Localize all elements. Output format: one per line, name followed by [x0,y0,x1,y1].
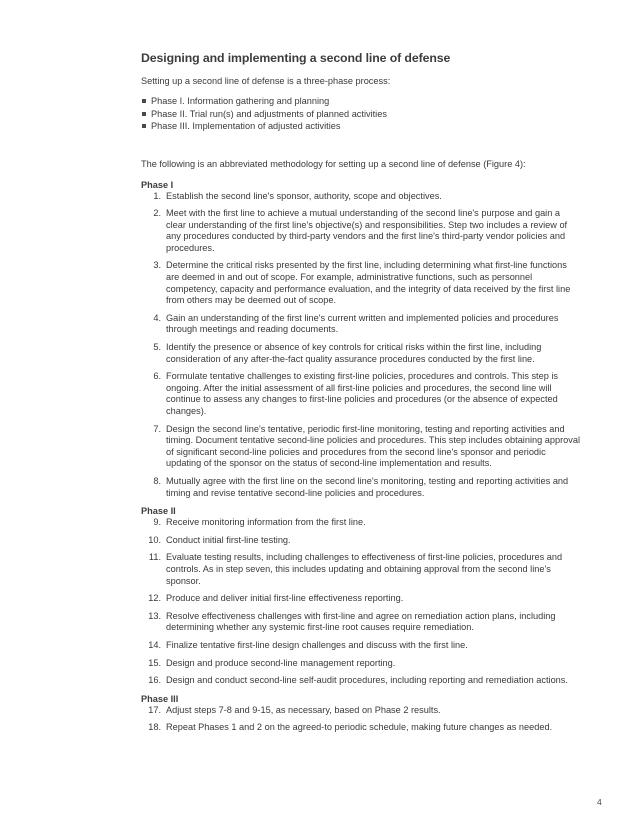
step-number: 4. [153,312,161,323]
step-item [141,424,581,470]
step-number: 9. [153,517,161,528]
step-item [141,208,581,254]
list-item: Phase II. Trial run(s) and adjustments of planned activities [141,108,581,121]
step-item [141,640,581,652]
article-body [141,50,581,740]
bullet-icon [142,112,146,116]
step-item [141,705,581,717]
step-item [141,476,581,499]
step-number: 7. [153,423,161,434]
step-text: Finalize tentative first-line design challenges and discuss with the first line. [166,639,468,650]
phase-1-steps [141,191,581,500]
step-item [141,658,581,670]
step-item [141,517,581,529]
step-text: Formulate tentative challenges to existing first-line policies, procedures and controls. This step is ongoing. After the initial assessment of all first-line policies and procedures, the second line will continue to assess any changes to first-line policies and procedures (or the absence of expected changes). [166,371,559,416]
phase-3-steps [141,705,581,734]
page-number: 4 [597,797,602,807]
step-item [141,371,581,417]
step-number: 2. [153,208,161,219]
step-text: Design the second line's tentative, periodic first-line monitoring, testing and reporting activities and timing. Document tentative second-line policies and procedures. This step includes obtaining approval of significant second-line policies and procedures from the second line's sponsor and periodic updating of the sponsor on the status of second-line implementation and results. [166,423,581,469]
step-item [141,611,581,634]
step-item [141,675,581,687]
step-item [141,535,581,547]
step-text: Resolve effectiveness challenges with first-line and agree on remediation action plans, including determining whether any systemic first-line root causes require remediation. [166,610,556,633]
step-item [141,552,581,587]
step-number: 11. [148,552,161,563]
step-number: 15. [148,657,161,668]
step-item [141,313,581,336]
page-title: Designing and implementing a second line of defense [141,51,451,65]
step-item [141,260,581,306]
step-item [141,593,581,605]
step-number: 16. [148,675,161,686]
step-text: Determine the critical risks presented by the first line, including determining what first-line functions are deemed in and out of scope. For example, administrative functions, such as personnel competency, capacity and performance evaluation, and the integrity of data received by the first line from others may be deemed out of scope. [166,260,571,306]
step-text: Design and produce second-line management reporting. [166,657,396,668]
step-number: 3. [153,260,161,271]
phase-heading: Phase II [141,506,176,517]
step-number: 1. [153,190,161,201]
step-text: Adjust steps 7-8 and 9-15, as necessary, based on Phase 2 results. [166,704,441,715]
step-text: Produce and deliver initial first-line effectiveness reporting. [166,593,404,604]
phase-2-steps [141,517,581,687]
step-number: 17. [148,704,161,715]
list-item: Phase I. Information gathering and planning [141,95,581,108]
step-text: Evaluate testing results, including challenges to effectiveness of first-line policies, procedures and controls. As in step seven, this includes updating and obtaining approval from the second line's sponsor. [166,552,563,586]
methodology-lead-in: The following is an abbreviated methodology for setting up a second line of defense (Figure 4): [141,158,526,169]
step-number: 14. [148,639,161,650]
step-text: Identify the presence or absence of key controls for critical risks within the first line, including consideration of any after-the-fact quality assurance procedures conducted by the first line. [166,342,542,364]
phase-heading: Phase I [141,179,174,190]
phase-summary-list [141,95,581,133]
step-number: 6. [153,371,161,382]
step-text: Meet with the first line to achieve a mutual understanding of the second line's purpose and gain a clear understanding of the first line's objective(s) and responsibilities. Step two includes a review of any procedures conducted by third-party vendors and the first line's third-party vendor policies and procedures. [166,208,568,253]
step-text: Repeat Phases 1 and 2 on the agreed-to periodic schedule, making future changes as needed. [166,722,553,733]
step-number: 8. [153,475,161,486]
list-item: Phase III. Implementation of adjusted activities [141,120,581,133]
step-number: 10. [148,534,161,545]
intro-paragraph: Setting up a second line of defense is a three-phase process: [141,76,391,86]
step-text: Mutually agree with the first line on the second line's monitoring, testing and reporting activities and timing and revise tentative second-line policies and procedures. [166,475,569,498]
step-item [141,722,581,734]
step-text: Design and conduct second-line self-audit procedures, including reporting and remediation actions. [166,675,568,686]
step-number: 5. [153,342,161,353]
step-text: Establish the second line's sponsor, authority, scope and objectives. [166,190,442,201]
bullet-icon [142,124,146,128]
phase-heading: Phase III [141,693,179,704]
step-item [141,191,581,203]
step-item [141,342,581,365]
step-number: 12. [148,593,161,604]
step-text: Conduct initial first-line testing. [166,534,291,545]
step-number: 13. [148,610,161,621]
step-number: 18. [148,722,161,733]
bullet-icon [142,99,146,103]
step-text: Receive monitoring information from the first line. [166,517,366,528]
step-text: Gain an understanding of the first line's current written and implemented policies and procedures through meetings and reading documents. [166,312,559,335]
